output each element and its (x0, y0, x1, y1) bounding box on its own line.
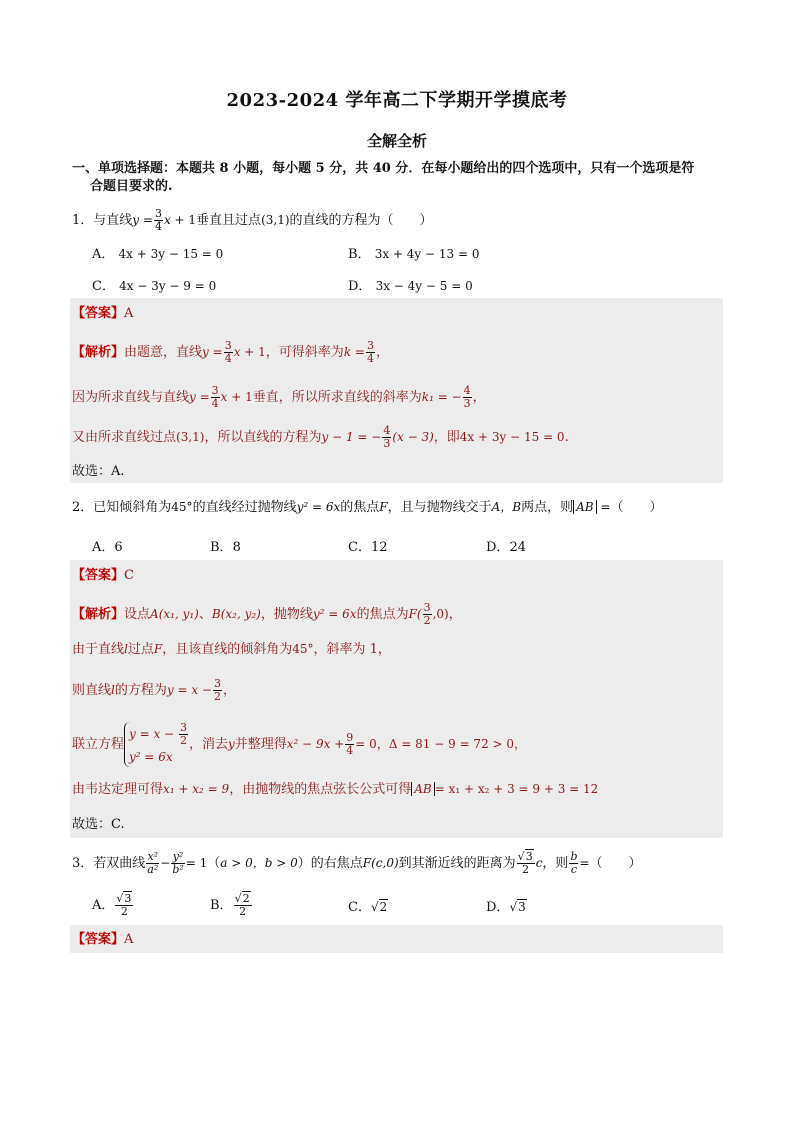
q2-conclusion: 故选：C. (72, 817, 125, 832)
q1-conclusion: 故选：A. (72, 464, 125, 479)
q3-option-d[interactable]: D．√3 (486, 900, 526, 915)
q2-solution-line3: 则直线l的方程为y = x − $\frac{3}{2}$ ， (72, 677, 236, 703)
q1-option-a[interactable]: A． 4x + 3y − 15 = 0 (92, 247, 224, 262)
section-heading: 一、单项选择题：本题共 8 小题，每小题 5 分，共 40 分．在每小题给出的四个选项中，只有一个选项是符 (72, 161, 695, 176)
q2-option-b[interactable]: B．8 (210, 540, 241, 555)
q3-answer-block (70, 925, 723, 953)
page-subtitle: 全解全析 (366, 132, 427, 150)
q2-solution-line5: 由韦达定理可得x₁ + x₂ = 9，由抛物线的焦点弦长公式可得 AB = x₁ + x₂ + 3 = 9 + 3 = 12 (72, 782, 599, 797)
q2-option-a[interactable]: A．6 (92, 540, 123, 555)
q1-option-d[interactable]: D． 3x − 4y − 5 = 0 (348, 279, 473, 294)
q1-option-b[interactable]: B． 3x + 4y − 13 = 0 (348, 247, 480, 262)
q1-option-c[interactable]: C． 4x − 3y − 9 = 0 (92, 279, 217, 294)
q2-answer: 【答案】C (72, 568, 134, 583)
q2-option-d[interactable]: D．24 (486, 540, 526, 555)
q2-option-c[interactable]: C．12 (348, 540, 388, 555)
q2-stem: 2．已知倾斜角为45°的直线经过抛物线y² = 6x的焦点F，且与抛物线交于A，B两点，则 AB =（ ） (72, 500, 663, 515)
q3-option-b[interactable]: B． $\frac{√2}{2}$ (210, 892, 250, 918)
q2-solution-line4: 联立方程 y = x − $\frac{3}{2}$ y² = 6x ，消去y并整理得x² − 9x + $\frac{9}{4}$ = 0，Δ = 81 − 9 = 72 > 0， (72, 722, 526, 767)
page-title: 2023-2024 学年高二下学期开学摸底考 (226, 90, 568, 111)
q1-solution-line3: 又由所求直线过点(3,1)，所以直线的方程为y − 1 = − $\frac{4}{3}$ (x − 3)，即4x + 3y − 15 = 0. (72, 424, 569, 450)
q3-stem: 3．若双曲线 $\frac{\text{x²}}{\text{a²}}$ − $\frac{\text{y²}}{\text{b²}}$ = 1（a > 0，b > 0）的右焦点F(c,0)到其渐近线的距离为 $\frac{√3}{2}$ c，则 $\frac{b}{c}$ =（ ） (72, 850, 642, 876)
q1-solution-line1: 【解析】由题意，直线y = $\frac{3}{4}$ x + 1，可得斜率为k = $\frac{3}{4}$ ， (72, 339, 389, 365)
q3-option-c[interactable]: C．√2 (348, 900, 388, 915)
section-heading-cont: 合题目要求的. (90, 179, 173, 194)
q1-solution-line2: 因为所求直线与直线y = $\frac{3}{4}$ x + 1垂直，所以所求直线的斜率为k₁ = − $\frac{4}{3}$ ， (72, 384, 486, 410)
q3-option-a[interactable]: A． $\frac{√3}{2}$ (92, 892, 132, 918)
q2-solution-line2: 由于直线l过点F，且该直线的倾斜角为45°，斜率为 1， (72, 642, 391, 657)
q3-answer: 【答案】A (72, 932, 134, 947)
q2-solution-line1: 【解析】设点A(x₁, y₁)、B(x₂, y₂)，抛物线y² = 6x的焦点为F( $\frac{3}{2}$ ,0)， (72, 601, 462, 627)
q1-stem: 1．与直线y = $\frac{3}{4}$ x + 1垂直且过点(3,1)的直线的方程为（ ） (72, 207, 433, 233)
q1-answer: 【答案】A (72, 306, 134, 321)
